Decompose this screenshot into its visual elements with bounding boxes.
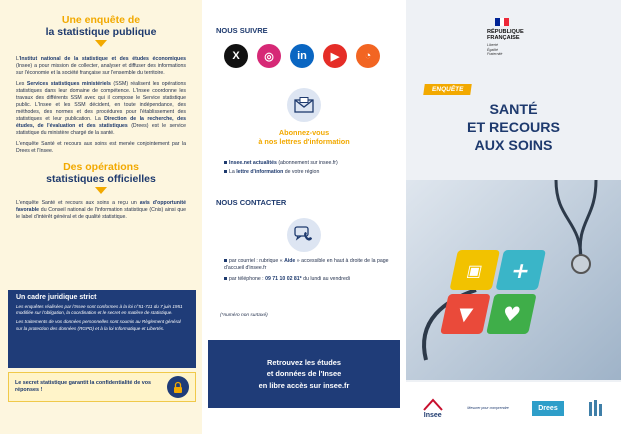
social-links [224, 44, 380, 68]
legal-framework-box [8, 290, 196, 368]
middle-panel [202, 0, 406, 434]
paragraph-insee: L'Institut national de la statistique et des études économiques (Insee) a pour mission de collecter, analyser et diffuser des informations sur l'économie et la société française sur l'ensemble du territoire. [16, 56, 186, 77]
paragraph-ssm: Les Services statistiques ministériels (SSM) réalisent les opérations statistiques dans leur domaine de compétence. L'Insee coordonne les travaux des différents SSM avec qui il compose le Service statistique public. L'Insee et les SSM décident, en toute indépendance, des méthodes, des normes et des procédures pour l'établissement des statistiques et leur publication. La Direction de la recherche, des études, de l'évaluation et des statistiques (Drees) est le service statistique du ministère chargé de la santé. [16, 81, 186, 137]
contact-heading: NOUS CONTACTER [216, 198, 287, 207]
right-panel-cover [406, 0, 621, 434]
contact-icon [287, 218, 321, 252]
ministry-logo [587, 398, 605, 418]
heading-statistique-publique: Une enquête de la statistique publique [45, 14, 157, 39]
heading-arrow-icon [95, 40, 107, 47]
svg-text:♥: ♥ [499, 302, 523, 326]
linkedin-icon[interactable]: in [290, 44, 314, 68]
insee-logo: Insee [422, 398, 444, 419]
heading-arrow-icon [95, 187, 107, 194]
follow-heading: NOUS SUIVRE [216, 26, 268, 35]
x-icon[interactable]: X [224, 44, 248, 68]
enquete-tag: ENQUÊTE [423, 84, 472, 95]
legal-title: Un cadre juridique strict [16, 294, 97, 301]
secret-text: Le secret statistique garantit la confidentialité de vos réponses ! [15, 379, 152, 393]
drees-logo: Drees [532, 401, 563, 416]
legal-text-2: Les traitements de vos données personnelles sont soumis au Règlement général sur la protection des données (RGPD) et à la loi Informatique et Libertés. [16, 319, 181, 331]
insee-tagline: Mesurer pour comprendre [467, 406, 509, 410]
contact-email[interactable]: par courriel : rubrique « Aide » accessible en haut à droite de la page d'accueil d'insee.fr [224, 258, 389, 272]
left-panel [0, 0, 202, 434]
insee-footer-banner[interactable]: Retrouvez les études et données de l'Insee en libre accès sur insee.fr [208, 340, 400, 408]
health-puzzle-illustration [406, 180, 621, 380]
paragraph-cnis: L'enquête Santé et recours aux soins a reçu un avis d'opportunité favorable du Conseil national de l'information statistique (Cnis) ainsi que le label d'intérêt général et de qualité statistique. [16, 200, 186, 221]
flag-icon [495, 18, 509, 26]
svg-text:▼: ▼ [456, 304, 475, 325]
youtube-icon[interactable]: ▶ [323, 44, 347, 68]
republique-francaise-logo: RÉPUBLIQUE FRANÇAISE Liberté Égalité Fraternité [487, 18, 524, 56]
svg-text:+: + [508, 258, 533, 284]
secret-box [8, 372, 196, 402]
newsletter-icon [287, 88, 321, 122]
phone-note: (*numéro non surtaxé) [220, 313, 268, 318]
heading-operations-officielles: Des opérations statistiques officielles [46, 161, 156, 186]
newsletter-item-region[interactable]: La lettre d'information de votre région [224, 169, 399, 176]
newsletter-item-insee[interactable]: Insee.net actualités (abonnement sur insee.fr) [224, 160, 399, 167]
legal-text-1: Les enquêtes réalisées par l'Insee sont conformes à la loi n°51-711 du 7 juin 1951 modifiée sur l'obligation, la coordination et le secret en matière de statistique. [16, 304, 183, 316]
cover-title: SANTÉ ET RECOURS AUX SOINS [466, 102, 560, 154]
paragraph-enquete: L'enquête Santé et recours aux soins est menée conjointement par la Drees et l'Insee. [16, 141, 186, 155]
contact-phone[interactable]: par téléphone : 09 71 10 02 81* du lundi au vendredi [224, 276, 399, 283]
subscribe-heading: Abonnez-vous à nos lettres d'information [258, 128, 350, 147]
instagram-icon[interactable]: ◎ [257, 44, 281, 68]
svg-text:▣: ▣ [465, 261, 485, 280]
lock-icon [167, 376, 189, 398]
partner-logos [406, 382, 621, 434]
rss-icon[interactable]: ◔ [356, 44, 380, 68]
